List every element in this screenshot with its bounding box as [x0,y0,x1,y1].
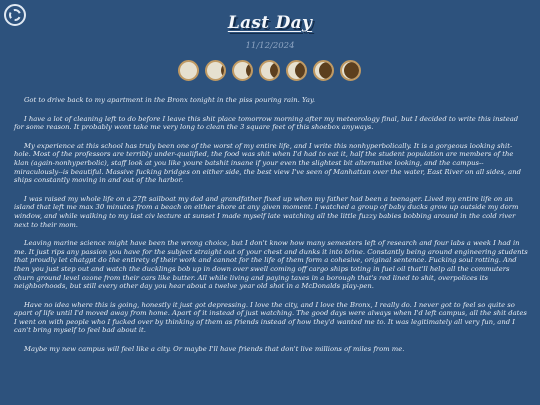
paragraph: I was raised my whole life on a 27ft sailboat my dad and grandfather fixed up when my father had been a teenager. Lived my entire life on an island that left me max 30 minutes from a beach on either shore at any given moment. I watched a group of baby ducks grow up outside my dorm window, and while walking to my last civ lecture at sunset I made myself late watching all the little fuzzy babies bobbing around in the cold river next to their mom. [14,194,519,229]
paragraph: My experience at this school has truly been one of the worst of my entire life, and I write this nonhyperbolically. It is a gorgeous looking shit-hole. Most of the professors are terribly under-qualified, the food was shit when I'd had to eat it, half the student population are members of the klan (again-nonhyperbolic), staff look at you like youre batshit insane if your even the slightest bit alternative looking, and the campus--miraculously--is beautiful. Massive fucking bridges on either side, the best view I've seen of Manhattan over the water, East River on all sides, and ships constantly moving in and out of the harbor. [14,141,521,185]
paragraph: Got to drive back to my apartment in the Bronx tonight in the piss pouring rain. Yay. [24,96,316,104]
moon-shadow [344,62,361,79]
moon-shadow [295,62,307,79]
full-moon-icon [178,60,199,81]
moon-shadow [270,62,280,79]
paragraph: Have no idea where this is going, honestly it just got depressing. I love the city, and I love the Bronx, I really do. I never got to feel so quite so apart of life until I'd moved away from home. Apart of it instead of just watching. The good days were always when I'd left campus, all the shit dates I went on with people who I fucked over by thinking of them as friends instead of how they'd wanted me to. It was legitimately all very fun, and I can't bring myself to feel bad about it. [14,300,527,335]
moon-shadow [319,62,334,79]
waning-moon-icon [313,60,334,81]
waning-moon-icon [205,60,226,81]
moon-shadow [221,62,226,79]
waning-moon-icon [340,60,361,81]
post-body [14,96,528,364]
paragraph: Leaving marine science might have been the wrong choice, but I don't know how many semesters left of research and four labs a week I had in me. It just rips any passion you have for the subject straight out of your chest and dunks it into brine. Constantly being around engineering students that proudly let chatgpt do the entirety of their work and cannot for the life of them form a cohesive, original sentence. Fucking soul rotting. And then you just step out and watch the ducklings bob up in down over swell coming off cargo ships toting in fuel oil that'll help all the commuters churn ground level ozone from their cars like butter. All while living and paying taxes in a borough that's red lined to shit, overpolices its neighborhoods, but still every other day you hear about a twelve year old shot in a McDonalds play-pen. [14,239,528,291]
paragraph: Maybe my new campus will feel like a city. Or maybe I'll have friends that don't live millions of miles from me. [24,345,405,354]
paragraph: I have a lot of cleaning left to do before I leave this shit place tomorrow morning after my meteorology final, but I decided to write this instead for some reason. It probably wont take me very long to clean the 3 square feet of this shoebox anyways. [14,114,519,132]
waning-moon-icon [259,60,280,81]
moon-phase-divider [178,60,361,81]
waning-moon-icon [286,60,307,81]
post-date: 11/12/2024 [245,41,295,51]
post-title: Last Day [227,13,313,33]
waning-moon-icon [232,60,253,81]
moon-shadow [246,62,253,79]
